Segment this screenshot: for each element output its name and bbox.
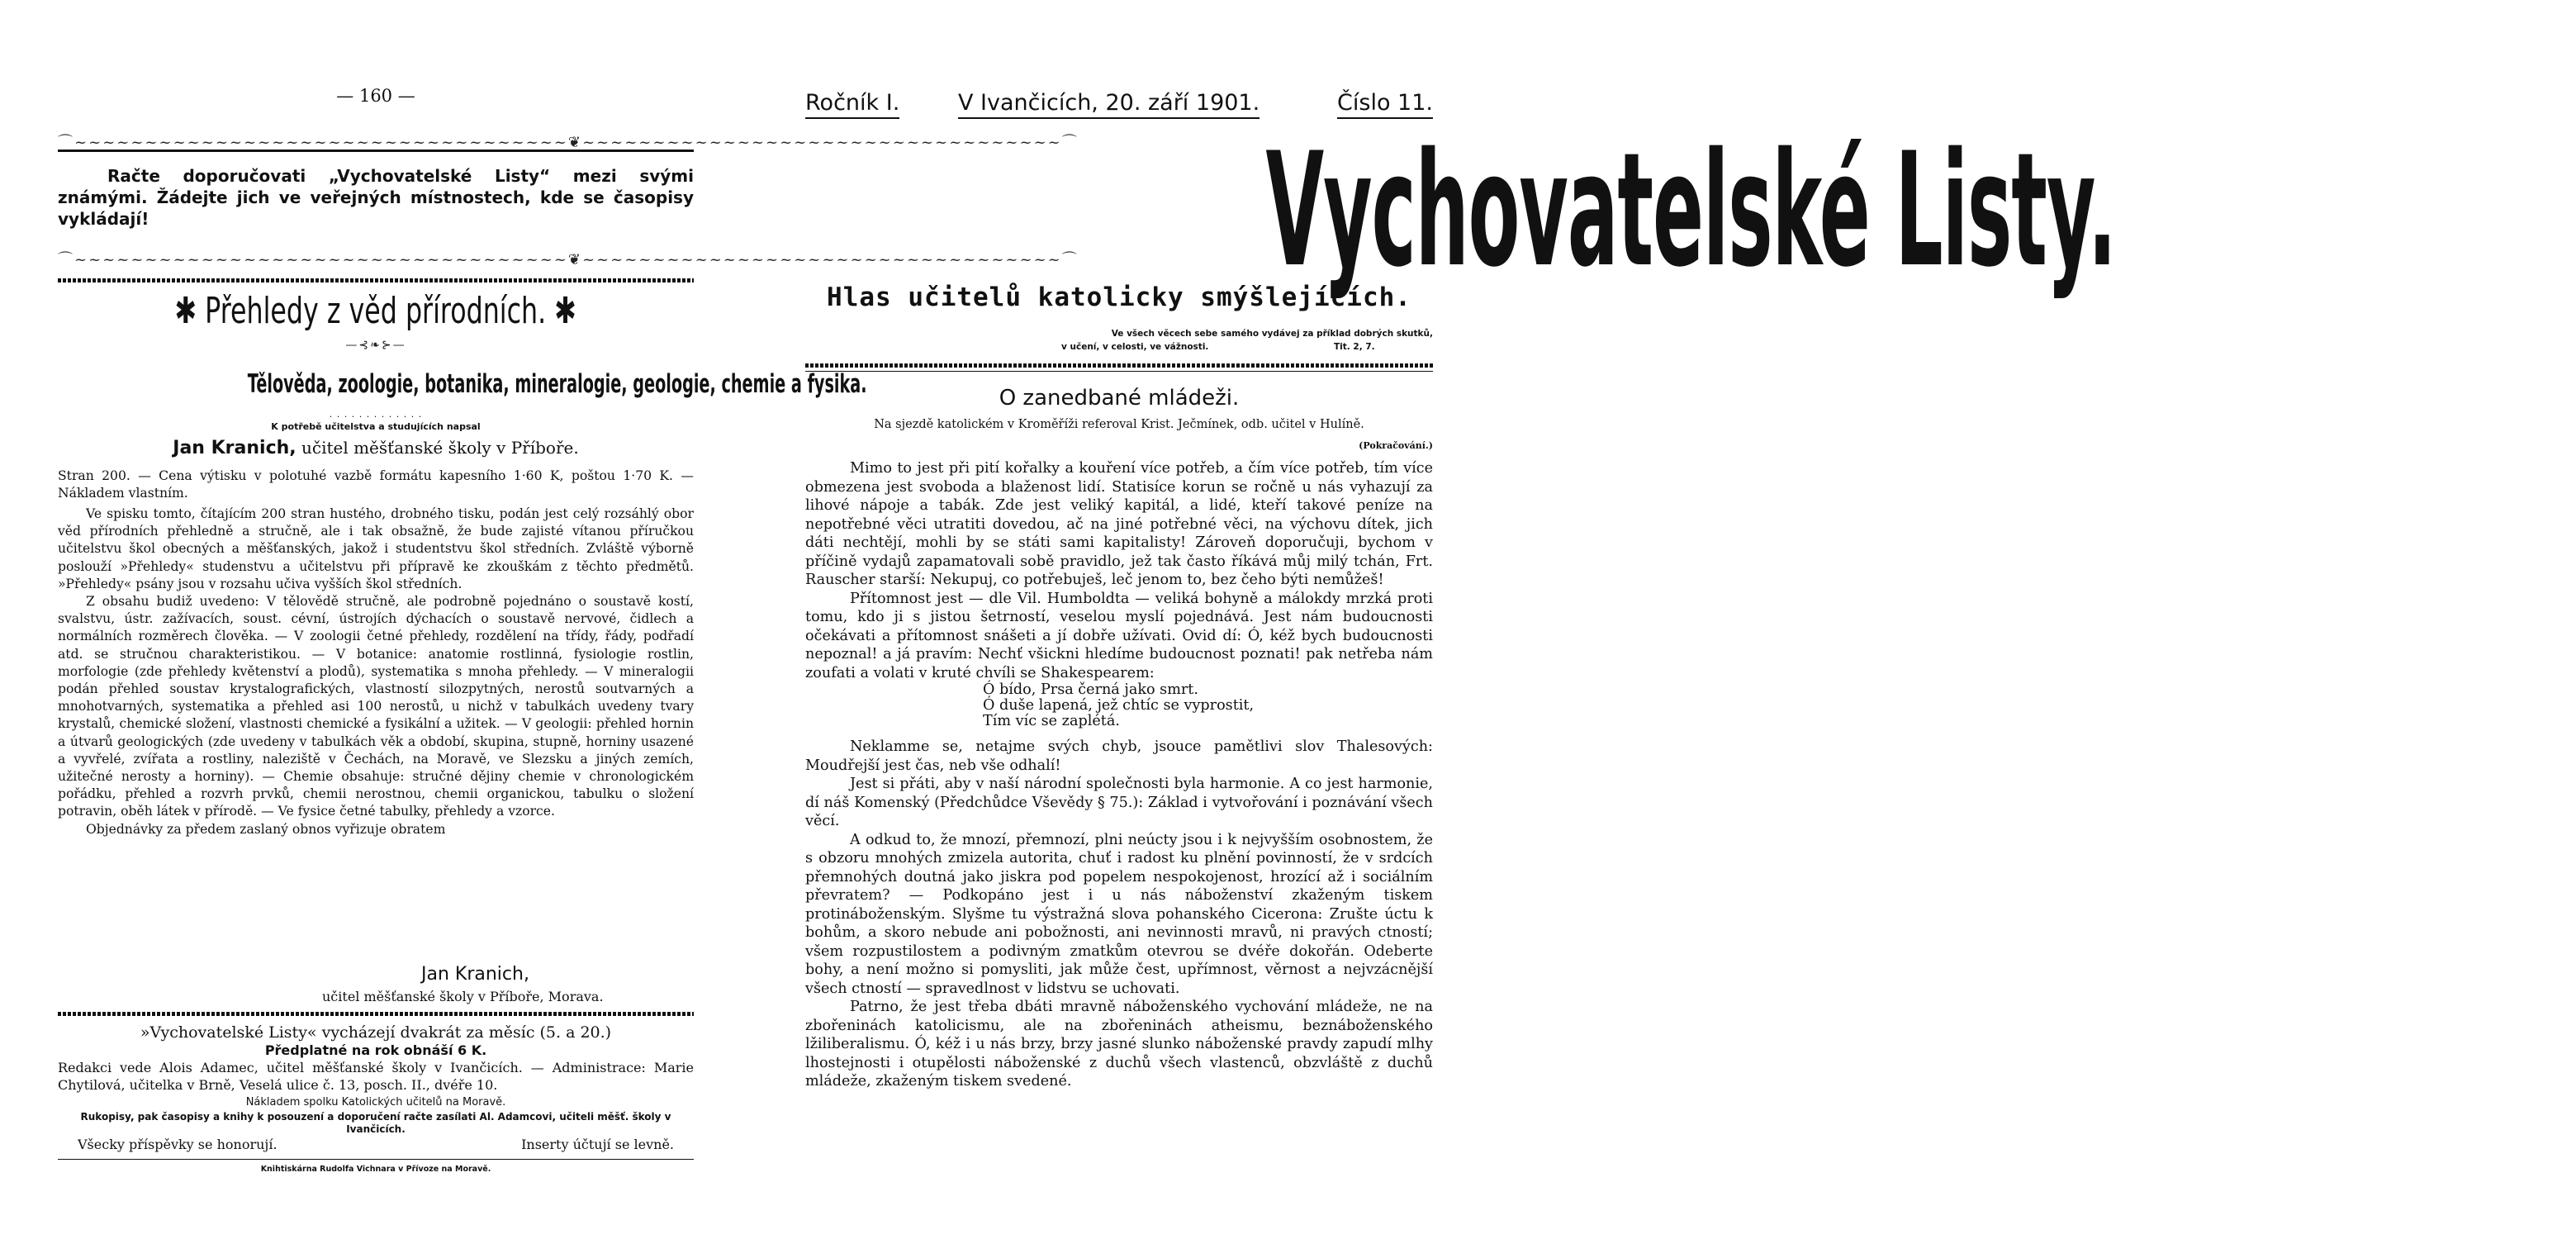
paragraph: Jest si přáti, aby v naší národní společnosti byla harmonie. A co jest harmonie, dí náš Komenský (Předchůdce Vševědy § 75.): Základ i vytvořování i poznávání všech věcí.	[805, 776, 1433, 829]
rule	[58, 150, 694, 152]
motto-line2: v učení, v celosti, ve vážnosti.	[1061, 342, 1209, 352]
rule	[805, 371, 1433, 372]
motto-line1: Ve všech věcech sebe samého vydávej za příklad dobrých skutků,	[1111, 329, 1433, 339]
issue-number: Číslo 11.	[1337, 91, 1433, 119]
printer: Knihtiskárna Rudolfa Vichnara v Přívoze na Moravě.	[260, 1165, 491, 1174]
rule	[58, 1159, 694, 1160]
continued-note: (Pokračování.)	[1359, 440, 1433, 451]
article-title: O zanedbané mládeži.	[999, 386, 1240, 411]
masthead-title: Vychovatelské Listy.	[1265, 119, 2116, 301]
verse-line: Ó bído, Prsa černá jako smrt.	[983, 681, 1198, 698]
paragraph: Přítomnost jest — dle Vil. Humboldta — veliká bohyně a málokdy mrzká proti tomu, kdo ji s jistou šetrností, veselou myslí pojednává. Jest nám budoucnosti očekávati a přítomnost snášeti a jí dobře užívati. Ovid dí: Ó, kéž bych budoucnosti nepoznal! a já pravím: Nechť všickni hledíme budoucnost poznati! pak netřeba nám zoufati a volati v kruté chvíli se Shakespearem:	[805, 590, 1433, 681]
paragraph: Patrno, že jest třeba dbáti mravně náboženského vychování mládeže, ne na zbořeninách katolicismu, ale na zbořeninách atheismu, beznáboženského lžiliberalismu. Ó, kéž i u nás brzy, brzy jasné slunko náboženské pravdy zapudí mlhy lhostejnosti i otupělosti náboženské z duchů všech vlastenců, obzvláště z duchů mládeže, zkaženým tiskem svedené.	[805, 999, 1433, 1089]
verse-line: Ó duše lapená, jež chtíc se vyprostit,	[983, 697, 1255, 714]
dashed-rule	[805, 363, 1433, 368]
ornament-top: ⌒~~~~~~~~~~~~~~~~~~~~~~~~~~~~~~~~~~~❦~~~~~~~~~~~~~~~~~~~~~~~~~~~~~~~~~~⌒	[58, 134, 1079, 151]
section-subtitle: Tělověda, zoologie, botanika, mineralogie, geologie, chemie a fysika.	[247, 369, 867, 399]
section-title: ✱ Přehledy z věd přírodních. ✱	[174, 290, 577, 332]
promo-notice: Račte doporučovati „Vychovatelské Listy“ mezi svými známými. Žádejte jich ve veřejných místnostech, kde se časopisy vykládají!	[58, 166, 694, 229]
ads-note: Inserty účtují se levně.	[521, 1137, 674, 1152]
paragraph: Mimo to jest při pití kořalky a kouření více potřeb, a čím více potřeb, tím více obmezena jest svoboda a blaženost lidí. Statisíce korun se ročně u nás vyhazují za lihové nápoje a tabák. Zde jest veliký kapitál, a lidé, kteří takové peníze na nepotřebné věci utratiti dovedou, ač na jiné potřebné věci, na výchovu dítek, jich dáti nechtějí, mohli by se státi sami kapitalisty! Zároveň doporučuji, bychom v příčině vydajů zapamatovali sobě pravidlo, jež tak často říkává můj milý tchán, Frt. Rauscher starší: Nekupuj, co potřebuješ, leč jenom to, bez čeho býti nemůžeš!	[805, 460, 1433, 588]
signature-title: učitel měšťanské školy v Příboře, Morava.	[322, 989, 604, 1004]
signature-name: Jan Kranich,	[421, 964, 529, 985]
dashed-rule	[58, 278, 694, 282]
book-description: Ve spisku tomto, čítajícím 200 stran hustého, drobného tisku, podán jest celý rozsáhlý obor věd přírodních přehledně a stručně, ale i tak obsažně, že bude zajisté vítanou příručkou učitelstvu škol obecných a měšťanských, jakož i studentstvu škol středních. Zvláště výborně poslouží »Přehledy« studenstvu a učitelstvu při přípravě ke zkouškám z těchto předmětů. »Přehledy« psány jsou v rozsahu učiva vyšších škol středních. Z obsahu budiž uvedeno: V tělovědě stručně, ale podrobně pojednáno o soustavě kostí, svalstvu, ústr. zažívacích, soust. cévní, ústrojích dýchacích o soustavě nervové, čidlech a normálních rozměrech člověka. — V zoologii četné přehledy, rozdělení na třídy, řády, podřadí atd. se stručnou charakteristikou. — V botanice: anatomie rostlinná, fysiologie rostlin, morfologie (zde přehledy květenství a plodů), systematika s mnoha přehledy. — V mineralogii podán přehled soustav krystalografických, vlastností silozpytných, nerostů soutvarných a mnohotvarných, systematika a přehled asi 100 nerostů, u nichž v tabulkách uvedeny tvary krystalů, chemické složení, vlastnosti chemické a fysikální a užitek. — V geologii: přehled hornin a útvarů geologických (zde uvedeny v tabulkách věk a období, skupina, stupně, horniny usazené a vyvřelé, zvířata a rostliny, naleziště v Čechách, na Moravě, ve Slezsku a jiných zemích, užitečné nerosty a horniny). — Chemie obsahuje: stručné dějiny chemie v chronologickém pořádku, přehled a rozvrh prvků, chemii nerostnou, chemii organickou, tabulku o složení potravin, oběh látek v přírodě. — Ve fysice četné tabulky, přehledy a vzorce. Objednávky za předem zaslaný obnos vyřizuje obratem	[58, 506, 694, 837]
book-info: Stran 200. — Cena výtisku v polotuhé vazbě formátu kapesního 1·60 K, poštou 1·70 K. — Nákladem vlastním.	[58, 468, 694, 501]
page-number: — 160 —	[336, 86, 415, 106]
honor-note: Všecky příspěvky se honorují.	[78, 1137, 278, 1152]
volume: Ročník I.	[805, 91, 899, 119]
paragraph: A odkud to, že mnozí, přemnozí, plni neúcty jsou i k nejvyšším osobnostem, že s obzoru mnohých zmizela autorita, chuť i radost ku plnění povinností, že v srdcích přemnohých doutná jako jiskra pod popelem nespokojenost, hrozící až i sociálním převratem? — Podkopáno jest i u nás náboženství zkaženým tiskem protináboženským. Slyšme tu výstražná slova pohanského Cicerona: Zrušte úctu k bohům, a skoro nebude ani pobožnosti, ani nevinnosti mravů, ni pravých ctností; všem rozpustilostem a podivným zmatkům otevrou se dvéře dokořán. Odeberte bohy, a není možno si pomysliti, jak může čest, upřímnost, věrnost a nejvzácnější všech ctností — spravedlnost v lidstvu se uchovati.	[805, 831, 1433, 997]
dashed-rule	[58, 1012, 694, 1016]
article-subtitle: Na sjezdě katolickém v Kroměříži referoval Krist. Ječmínek, odb. učitel v Hulíně.	[874, 418, 1364, 431]
author: Jan Kranich, učitel měšťanské školy v Příboře.	[173, 438, 579, 458]
verse-line: Tím víc se zaplétá.	[983, 713, 1120, 729]
tagline: Hlas učitelů katolicky smýšlejících.	[827, 282, 1411, 312]
ornament-middle: ⌒~~~~~~~~~~~~~~~~~~~~~~~~~~~~~~~~~~~❦~~~~~~~~~~~~~~~~~~~~~~~~~~~~~~~~~~⌒	[58, 251, 1079, 268]
place-date: V Ivančicích, 20. září 1901.	[958, 91, 1260, 119]
masthead-info: »Vychovatelské Listy« vycházejí dvakrát za měsíc (5. a 20.) Předplatné na rok obnáší 6 K. Redakci vede Alois Adamec, učitel měšťanské školy v Ivančicích. — Administrace: Marie Chytilová, učitelka v Brně, Veselá ulice č. 13, posch. II., dvéře 10. Nákladem spolku Katolických učitelů na Moravě. Rukopisy, pak časopisy a knihy k posouzení a doporučení račte zasílati Al. Adamcovi, učiteli měšť. školy v Ivančicích. Všecky příspěvky se honorují. Inserty účtují se levně.	[58, 1023, 694, 1152]
motto-reference: Tit. 2, 7.	[1334, 342, 1375, 352]
paragraph: Neklamme se, netajme svých chyb, jsouce pamětlivi slov Thalesových: Moudřejší jest čas, neb vše odhalí!	[805, 738, 1433, 774]
article-body	[805, 459, 1433, 1091]
for-whom: K potřebě učitelstva a studujících napsal	[271, 421, 481, 432]
small-ornament: —⊰❧⊱—	[345, 339, 406, 352]
